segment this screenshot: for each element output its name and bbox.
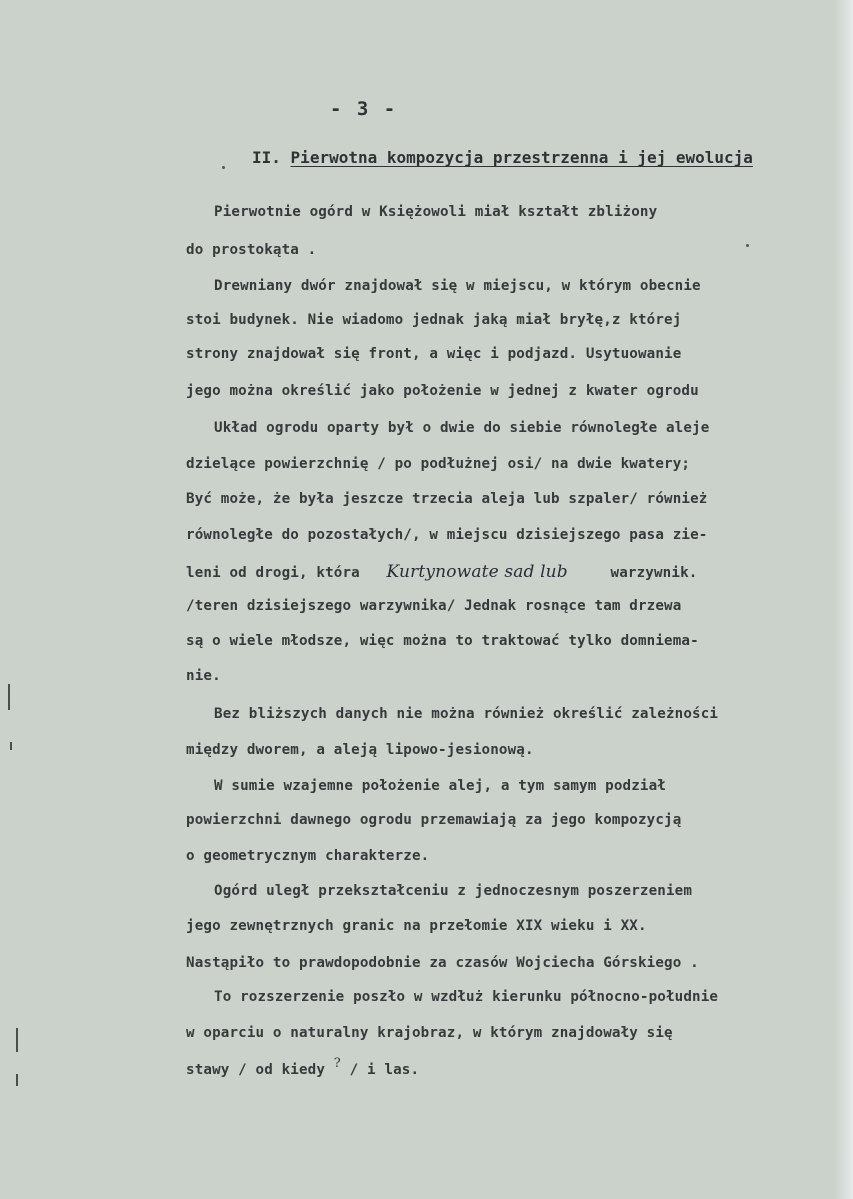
- section-number: II.: [252, 148, 281, 167]
- text-line: Ogórd uległ przekształceniu z jednoczesnym poszerzeniem: [214, 883, 693, 899]
- text-line: strony znajdował się front, a więc i podjazd. Usytuowanie: [186, 346, 682, 362]
- text-line: są o wiele młodsze, więc można to traktować tylko domniema-: [186, 633, 699, 649]
- text-fragment: leni od drogi, która: [186, 565, 360, 581]
- text-line: między dworem, a aleją lipowo-jesionową.: [186, 742, 534, 758]
- speck: [222, 166, 225, 169]
- handwritten-question-mark: ?: [333, 1056, 341, 1071]
- text-line-with-insert: [186, 562, 697, 582]
- text-line: stoi budynek. Nie wiadomo jednak jaką miał bryłę,z której: [186, 312, 682, 328]
- text-fragment: warzywnik.: [610, 565, 698, 581]
- text-line: powierzchni dawnego ogrodu przemawiają za jego kompozycją: [186, 812, 682, 828]
- text-line: równoległe do pozostałych/, w miejscu dzisiejszego pasa zie-: [186, 527, 708, 543]
- text-line: /teren dzisiejszego warzywnika/ Jednak rosnące tam drzewa: [186, 598, 682, 614]
- section-heading: [252, 148, 753, 167]
- text-line: w oparciu o naturalny krajobraz, w którym znajdowały się: [186, 1025, 673, 1041]
- text-line: Bez bliższych danych nie można również określić zależności: [214, 706, 719, 722]
- margin-mark: [10, 742, 12, 750]
- margin-mark: [8, 684, 10, 710]
- margin-mark: [16, 1074, 18, 1086]
- text-fragment: stawy / od kiedy: [186, 1062, 326, 1078]
- text-line: W sumie wzajemne położenie alej, a tym samym podział: [214, 778, 666, 794]
- section-title: Pierwotna kompozycja przestrzenna i jej ewolucja: [290, 148, 753, 167]
- text-line: To rozszerzenie poszło w wzdłuż kierunku północno-południe: [214, 989, 719, 1005]
- text-line: Pierwotnie ogórd w Księżowoli miał kształt zbliżony: [214, 204, 658, 220]
- text-line: Być może, że była jeszcze trzecia aleja lub szpaler/ również: [186, 491, 708, 507]
- text-line: Układ ogrodu oparty był o dwie do siebie równoległe aleje: [214, 420, 710, 436]
- text-line: jego można określić jako położenie w jednej z kwater ogrodu: [186, 383, 699, 399]
- text-line: do prostokąta .: [186, 242, 317, 258]
- text-line: Drewniany dwór znajdował się w miejscu, w którym obecnie: [214, 278, 701, 294]
- text-fragment: / i las.: [349, 1062, 420, 1078]
- speck: [746, 244, 749, 247]
- margin-mark: [16, 1028, 18, 1052]
- text-line: Nastąpiło to prawdopodobnie za czasów Wojciecha Górskiego .: [186, 955, 699, 971]
- page-number: - 3 -: [330, 98, 398, 120]
- text-line: jego zewnętrznych granic na przełomie XIX wieku i XX.: [186, 918, 647, 934]
- text-line: o geometrycznym charakterze.: [186, 848, 430, 864]
- handwritten-insert: Kurtynowate sad lub: [386, 562, 568, 582]
- text-line-with-mark: [186, 1056, 420, 1078]
- text-line: dzielące powierzchnię / po podłużnej osi/ na dwie kwatery;: [186, 456, 691, 472]
- text-line: nie.: [186, 668, 221, 684]
